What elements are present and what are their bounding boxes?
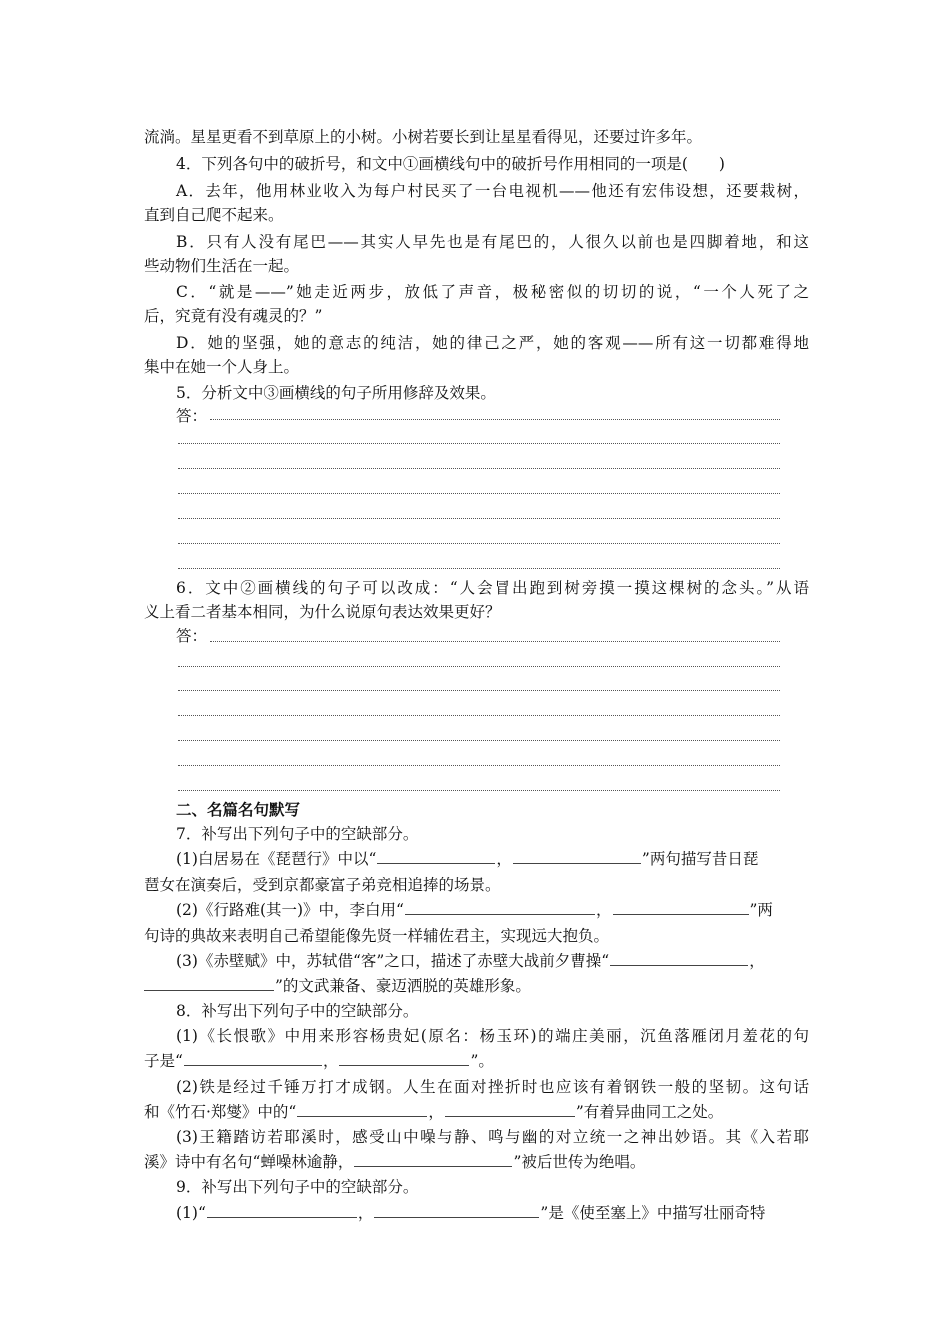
q6-answer-line[interactable]: [178, 690, 780, 691]
q4-option-c-cont: 后，究竟有没有魂灵的？”: [144, 307, 323, 325]
q9-item-1: [176, 1203, 809, 1223]
fill-blank[interactable]: [184, 1051, 322, 1066]
q8-item-2-text-end: ”有着异曲同工之处。: [575, 1103, 724, 1121]
fill-blank[interactable]: [405, 900, 595, 915]
q7-item-2-text: (2)《行路难(其一)》中，李白用“: [176, 901, 404, 919]
fill-blank[interactable]: [445, 1102, 575, 1117]
q7-stem: 7．补写出下列句子中的空缺部分。: [176, 825, 419, 843]
q5-answer-line[interactable]: [178, 493, 780, 494]
q7-item-3-comma: ，: [749, 952, 765, 970]
q7-item-2: [176, 900, 809, 920]
q9-item-1-text-end: ”是《使至塞上》中描写壮丽奇特: [540, 1204, 766, 1222]
q9-item-1-text: (1)“: [176, 1204, 206, 1222]
q8-item-1-cont: [144, 1051, 809, 1071]
q5-answer-line[interactable]: [178, 543, 780, 544]
q4-option-c: C．“就是——”她走近两步，放低了声音，极秘密似的切切的说，“一个人死了之: [176, 283, 809, 301]
q7-item-1-comma: ，: [496, 850, 512, 868]
fill-blank[interactable]: [513, 849, 641, 864]
q6-answer-line[interactable]: [178, 790, 780, 791]
q4-option-a-cont: 直到自己爬不起来。: [144, 206, 284, 224]
q7-item-3-text: (3)《赤壁赋》中，苏轼借“客”之口，描述了赤壁大战前夕曹操“: [176, 952, 610, 970]
q7-item-1-text-end: ”两句描写昔日琵: [641, 850, 759, 868]
q6-answer-line[interactable]: [178, 715, 780, 716]
q7-item-3-cont: [144, 976, 809, 996]
q8-stem: 8．补写出下列句子中的空缺部分。: [176, 1002, 419, 1020]
section-title: 二、名篇名句默写: [176, 801, 301, 819]
q4-option-d: D．她的坚强，她的意志的纯洁，她的律己之严，她的客观——所有这一切都难得地: [176, 334, 809, 352]
fill-blank[interactable]: [610, 951, 748, 966]
q9-stem: 9．补写出下列句子中的空缺部分。: [176, 1178, 419, 1196]
q6-answer-line[interactable]: [178, 740, 780, 741]
fill-blank[interactable]: [374, 1203, 539, 1218]
q5-stem: 5．分析文中③画横线的句子所用修辞及效果。: [176, 384, 496, 402]
fill-blank[interactable]: [354, 1152, 512, 1167]
q8-item-2-cont: [144, 1102, 809, 1122]
q5-answer-line[interactable]: [178, 568, 780, 569]
q7-item-2-cont: 句诗的典故来表明自己希望能像先贤一样辅佐君主，实现远大抱负。: [144, 927, 610, 945]
q8-item-3: (3)王籍踏访若耶溪时，感受山中噪与静、鸣与幽的对立统一之神出妙语。其《入若耶: [176, 1128, 809, 1146]
q6-answer-line[interactable]: [178, 666, 780, 667]
fill-blank[interactable]: [297, 1102, 427, 1117]
q8-item-1-text-end: ”。: [470, 1052, 494, 1070]
q7-item-3-text-end: ”的文武兼备、豪迈洒脱的英雄形象。: [275, 977, 531, 995]
fill-blank[interactable]: [144, 976, 274, 991]
fill-blank[interactable]: [613, 900, 749, 915]
q8-item-1-comma: ，: [322, 1052, 339, 1070]
q7-item-1-cont: 琶女在演奏后，受到京都豪富子弟竞相追捧的场景。: [144, 876, 501, 894]
q8-item-3-text: 溪》诗中有名句“蝉噪林逾静，: [144, 1153, 354, 1171]
q5-answer-line[interactable]: [178, 518, 780, 519]
q6-answer-line[interactable]: [210, 641, 780, 642]
q4-option-d-cont: 集中在她一个人身上。: [144, 358, 300, 376]
q7-item-2-text-end: ”两: [749, 901, 773, 919]
q9-item-1-comma: ，: [357, 1204, 374, 1222]
fill-blank[interactable]: [339, 1051, 469, 1066]
q8-item-2-comma: ，: [428, 1103, 444, 1121]
q7-item-1: [176, 849, 809, 869]
q7-item-2-comma: ，: [595, 901, 612, 919]
q4-stem: 4．下列各句中的破折号，和文中①画横线句中的破折号作用相同的一项是( ): [176, 155, 725, 173]
q4-option-b: B．只有人没有尾巴——其实人早先也是有尾巴的，人很久以前也是四脚着地，和这: [176, 233, 809, 251]
q8-item-2: (2)铁是经过千锤万打才成钢。人生在面对挫折时也应该有着钢铁一般的坚韧。这句话: [176, 1078, 809, 1096]
q8-item-2-text: 和《竹石·郑燮》中的“: [144, 1103, 297, 1121]
q8-item-1: (1)《长恨歌》中用来形容杨贵妃(原名：杨玉环)的端庄美丽，沉鱼落雁闭月羞花的句: [176, 1027, 809, 1045]
q5-answer-line[interactable]: [210, 419, 780, 420]
q4-option-b-cont: 些动物们生活在一起。: [144, 257, 300, 275]
q6-answer-label: 答：: [176, 627, 208, 645]
q8-item-3-text-end: ”被后世传为绝唱。: [513, 1153, 646, 1171]
passage-end: 流淌。星星更看不到草原上的小树。小树若要长到让星星看得见，还要过许多年。: [144, 128, 703, 146]
q8-item-3-cont: [144, 1152, 809, 1172]
q8-item-1-text: 子是“: [144, 1052, 183, 1070]
q6-stem-cont: 义上看二者基本相同，为什么说原句表达效果更好？: [144, 603, 501, 621]
fill-blank[interactable]: [377, 849, 495, 864]
q5-answer-line[interactable]: [178, 468, 780, 469]
q7-item-1-text: (1)白居易在《琵琶行》中以“: [176, 850, 377, 868]
q5-answer-label: 答：: [176, 407, 208, 425]
q6-stem: 6．文中②画横线的句子可以改成：“人会冒出跑到树旁摸一摸这棵树的念头。”从语: [176, 579, 809, 597]
q7-item-3: [176, 951, 809, 971]
fill-blank[interactable]: [207, 1203, 357, 1218]
q6-answer-line[interactable]: [178, 765, 780, 766]
q5-answer-line[interactable]: [178, 443, 780, 444]
q4-option-a: A．去年，他用林业收入为每户村民买了一台电视机——他还有宏伟设想，还要栽树，: [176, 182, 809, 200]
